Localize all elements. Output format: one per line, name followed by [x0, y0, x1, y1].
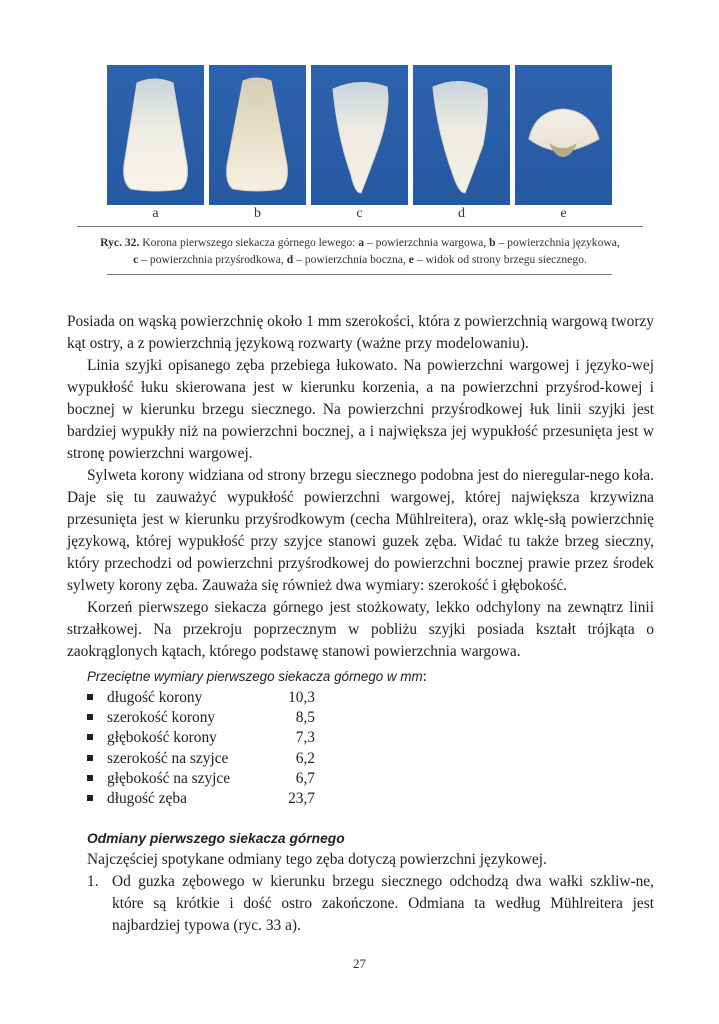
dimension-name: głębokość na szyjce	[107, 769, 231, 787]
caption-text-e: – widok od strony brzegu siecznego.	[413, 253, 587, 266]
caption-key-a: a	[358, 236, 365, 249]
dimension-name: długość korony	[107, 689, 203, 706]
tooth-lingual-image	[209, 65, 306, 205]
tooth-photo-c	[311, 65, 408, 205]
dimensions-heading-colon: :	[422, 668, 427, 685]
figure-label-c: c	[356, 206, 363, 221]
dimension-value: 7,3	[295, 729, 315, 747]
list-item	[87, 871, 654, 937]
tooth-photo-a	[107, 65, 204, 205]
dimension-value: 23,7	[288, 789, 315, 807]
variants-heading	[87, 830, 345, 848]
dimension-name: długość zęba	[107, 789, 187, 807]
variants-intro	[67, 849, 654, 871]
list-item	[87, 769, 315, 789]
figure-caption	[77, 234, 643, 268]
caption-text-a: – powierzchnia wargowa,	[364, 236, 490, 249]
list-item	[87, 708, 315, 728]
dimensions-heading-text: Przeciętne wymiary pierwszego siekacza górnego w mm	[87, 669, 423, 684]
tooth-photo-d	[413, 65, 510, 205]
bullet-icon	[87, 734, 93, 740]
caption-text-d: – powierzchnia boczna,	[293, 253, 409, 266]
caption-key-e: e	[408, 253, 414, 266]
caption-prefix: Ryc. 32.	[100, 236, 140, 249]
caption-key-b: b	[489, 236, 496, 249]
variants-intro-text: Najczęściej spotykane odmiany tego zęba dotyczą powierzchni językowej.	[87, 851, 547, 868]
list-item	[87, 728, 315, 748]
tooth-photo-b	[209, 65, 306, 205]
variants-list	[87, 871, 654, 937]
dimension-name: głębokość korony	[107, 729, 217, 747]
caption-text-c: – powierzchnia przyśrodkowa,	[138, 253, 287, 266]
list-item-text: Od guzka zębowego w kierunku brzegu siecznego odchodzą dwa wałki szkliw-ne, które są krótkie i dość ostro zakończone. Odmiana ta według Mühlreitera jest najbardziej typowa (ryc. 33 a).	[112, 873, 654, 934]
caption-key-c: c	[133, 253, 139, 266]
dimension-value: 6,7	[295, 769, 315, 787]
figure-label-e: e	[560, 206, 567, 221]
dimension-value: 10,3	[288, 689, 315, 706]
list-item-number: 1.	[87, 873, 99, 890]
caption-text-b: – powierzchnia językowa,	[495, 236, 620, 249]
figure-label-a: a	[152, 206, 159, 221]
caption-text: Korona pierwszego siekacza górnego lewego:	[139, 236, 359, 249]
dimensions-list	[87, 688, 315, 809]
bullet-icon	[87, 755, 93, 761]
body-paragraphs	[67, 311, 654, 663]
dimension-value: 8,5	[295, 709, 315, 727]
dimension-name: szerokość na szyjce	[107, 749, 229, 767]
caption-key-d: d	[286, 253, 294, 266]
caption-rule-bottom	[107, 274, 612, 275]
figure-label-d: d	[458, 206, 465, 221]
paragraph-3: Sylweta korony widziana od strony brzegu siecznego podobna jest do nieregular-nego koła. Daje się tu zauważyć wypukłość powierzchni wargowej, której największa krzywizna przesunięta jest w kierunku przyśrodkowym (cecha Mühlreitera), oraz wklę-słą powierzchnię językową, której wypukłość przy szyjce stanowi guzek zęba. Widać tu także brzeg sieczny, który przechodzi od powierzchni przyśrodkowej do powierzchni bocznej prawie przez środek sylwety korony zęba. Zauważa się również dwa wymiary: szerokość i głębokość.	[67, 467, 654, 594]
tooth-photo-e	[515, 65, 612, 205]
figure-label-b: b	[254, 206, 261, 221]
dimension-value: 6,2	[295, 749, 315, 767]
tooth-labial-image	[107, 65, 204, 205]
caption-rule-top	[77, 226, 643, 227]
tooth-incisal-image	[515, 65, 612, 205]
list-item	[87, 688, 315, 708]
page-number: 27	[353, 956, 366, 971]
paragraph-2: Linia szyjki opisanego zęba przebiega łukowato. Na powierzchni wargowej i języko-wej wypukłość łuku skierowana jest w kierunku korzenia, a na powierzchni przyśrod-kowej i bocznej w kierunku brzegu siecznego. Na powierzchni przyśrodkowej łuk linii szyjki jest bardziej wypukły niż na powierzchni bocznej, a i największa jej wypukłość przesunięta jest w stronę powierzchni wargowej.	[67, 357, 654, 462]
list-item	[87, 749, 315, 769]
dimension-name: szerokość korony	[107, 709, 216, 727]
bullet-icon	[87, 714, 93, 720]
variants-heading-text: Odmiany pierwszego siekacza górnego	[87, 831, 345, 846]
dimensions-heading	[87, 668, 427, 686]
bullet-icon	[87, 795, 93, 801]
figure-photos	[107, 65, 612, 205]
paragraph-4: Korzeń pierwszego siekacza górnego jest stożkowaty, lekko odchylony na zewnątrz linii strzałkowej. Na przekroju poprzecznym w pobliżu szyjki posiada kształt trójkąta o zaokrąglonych kątach, którego podstawę stanowi powierzchnia wargowa.	[67, 599, 654, 660]
paragraph-1: Posiada on wąską powierzchnię około 1 mm szerokości, która z powierzchnią wargową tworzy kąt ostry, a z powierzchnią językową rozwarty (ważne przy modelowaniu).	[67, 313, 654, 352]
tooth-mesial-image	[311, 65, 408, 205]
bullet-icon	[87, 694, 93, 700]
tooth-distal-image	[413, 65, 510, 205]
bullet-icon	[87, 775, 93, 781]
list-item	[87, 789, 315, 809]
